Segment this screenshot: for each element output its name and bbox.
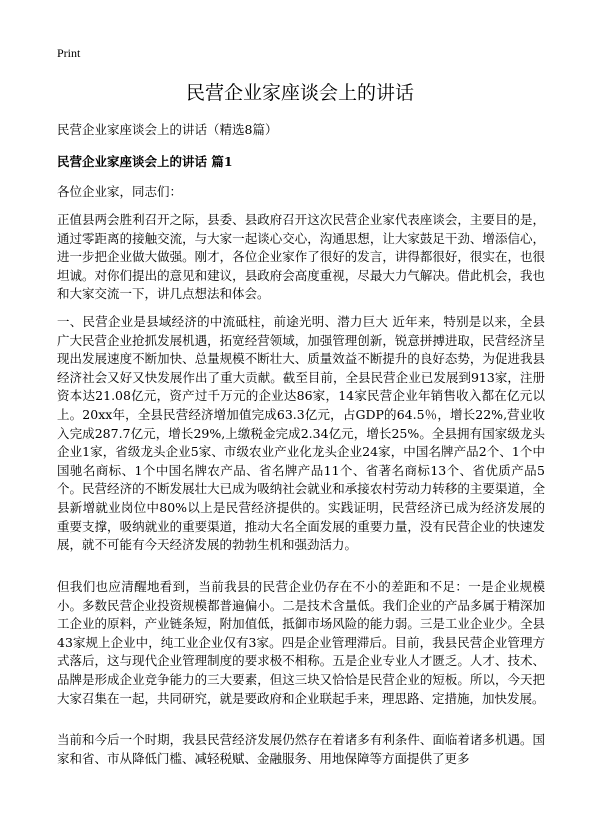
document-subtitle: 民营企业家座谈会上的讲话（精选8篇）: [57, 122, 278, 137]
section-heading: 民营企业家座谈会上的讲话 篇1: [57, 154, 233, 169]
greeting-line: 各位企业家，同志们：: [57, 184, 183, 199]
paragraph-opportunities: 当前和今后一个时期，我县民营经济发展仍然存在着诸多有利条件、面临着诸多机遇。国家和省、市从降低门槛、减轻税赋、金融服务、用地保障等方面提供了更多: [57, 732, 545, 766]
paragraph-shortcomings: 但我们也应清醒地看到，当前我县的民营企业仍存在不小的差距和不足：一是企业规模小。多数民营企业投资规模都普遍偏小。二是技术含量低。我们企业的产品多属于精深加工企业的原料，产业链条短，附加值低，抵御市场风险的能力弱。三是工业企业少。全县43家规上企业中，纯工业企业仅有3家。四是企业管理滞后。目前，我县民营企业管理方式落后，这与现代企业管理制度的要求极不相称。五是企业专业人才匮乏。人才、技术、品牌是形成企业竞争能力的三大要素，但这三块又恰恰是民营企业的短板。所以，今天把大家召集在一起，共同研究，就是要政府和企业联起手来，理思路、定措施，加快发展。: [57, 579, 545, 706]
print-link[interactable]: Print: [57, 46, 81, 60]
paragraph-intro: 正值县两会胜利召开之际，县委、县政府召开这次民营企业家代表座谈会，主要目的是，通过零距离的接触交流，与大家一起谈心交心，沟通思想，让大家鼓足干劲、增添信心，进一步把企业做大做强。刚才，各位企业家作了很好的发言，讲得都很好，很实在，也很坦诚。对你们提出的意见和建议，县政府会高度重视，尽最大力气解决。借此机会，我也和大家交流一下，讲几点想法和体会。: [57, 212, 545, 302]
page-title: 民营企业家座谈会上的讲话: [185, 82, 414, 104]
paragraph-achievements: 一、民营企业是县域经济的中流砥柱，前途光明、潜力巨大 近年来，特别是以来，全县广大民营企业抢抓发展机遇，拓宽经营领域，加强管理创新，锐意拼搏进取，民营经济呈现出发展速度不断加快、总量规模不断壮大、质量效益不断提升的良好态势，为促进我县经济社会又好又快发展作出了重大贡献。截至目前，全县民营企业已发展到913家，注册资本达21.08亿元，资产过千万元的企业达86家，14家民营企业年销售收入都在亿元以上。20xx年，全县民营经济增加值完成63.3亿元，占GDP的64.5％，增长22%,营业收入完成287.7亿元，增长29%,上缴税金完成2.34亿元，增长25%。全县拥有国家级龙头企业1家，省级龙头企业5家、市级农业产业化龙头企业24家，中国名牌产品2个、1个中国驰名商标、1个中国名牌农产品、省名牌产品11个、省著名商标13个、省优质产品5个。民营经济的不断发展壮大已成为吸纳社会就业和承接农村劳动力转移的主要渠道，全县新增就业岗位中80%以上是民营经济提供的。实践证明，民营经济已成为经济发展的重要支撑，吸纳就业的重要渠道，推动大名全面发展的重要力量，没有民营企业的快速发展，就不可能有今天经济发展的勃勃生机和强劲活力。: [57, 314, 545, 553]
